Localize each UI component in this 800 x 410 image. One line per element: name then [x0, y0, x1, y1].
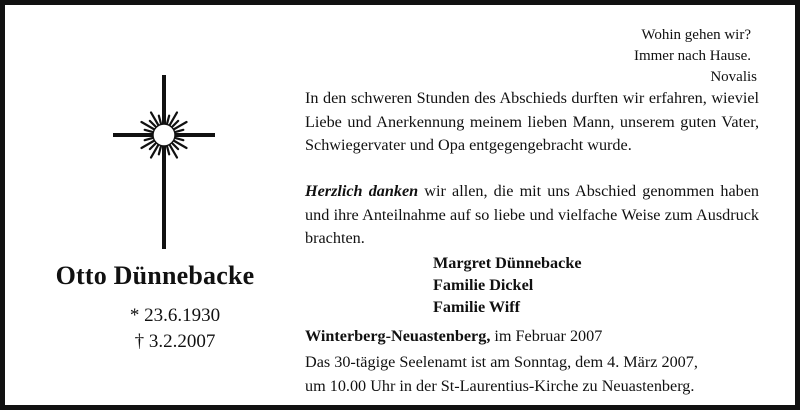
place-month: im Februar 2007: [490, 327, 603, 345]
quote-author: Novalis: [710, 69, 757, 85]
mass-line-1: Das 30-tägige Seelenamt ist am Sonntag, dem 4. März 2007,: [305, 353, 698, 371]
cross-ray: [176, 130, 184, 132]
thanks-rest: wir allen, die mit uns Abschied genommen haben und ihre Anteilnahme auf so liebe und vielfache Weise zum Ausdruck brachten.: [305, 182, 759, 247]
cross-ray: [172, 121, 178, 127]
cross-ray: [150, 143, 156, 149]
cross-ray: [145, 138, 153, 140]
cross-ray: [176, 138, 184, 140]
signers-list: [433, 252, 582, 318]
gratitude-paragraph: In den schweren Stunden des Abschieds durften wir erfahren, wieviel Liebe und Anerkennung meinem lieben Mann, unserem guten Vater, Schwiegervater und Opa entgegengebracht wurde.: [305, 89, 759, 154]
cross-ray: [159, 116, 161, 124]
cross-ray: [167, 147, 169, 155]
thanks-emphasis: Herzlich danken: [305, 182, 419, 200]
place-date: [305, 325, 602, 348]
cross-ray: [150, 121, 156, 127]
life-dates: [35, 303, 315, 355]
signer-1: Margret Dünnebacke: [433, 254, 582, 272]
radiant-cross-icon: [113, 75, 215, 249]
quote-line-2: Immer nach Hause.: [633, 48, 751, 64]
cross-ray: [145, 130, 153, 132]
cross-ray: [159, 147, 161, 155]
memorial-mass-info: [305, 351, 765, 398]
thanks-paragraph: [305, 180, 759, 251]
signer-2: Familie Dickel: [433, 276, 534, 294]
birth-date: * 23.6.1930: [129, 305, 221, 326]
quote-line-1: Wohin gehen wir?: [641, 27, 751, 43]
cross-ray: [167, 116, 169, 124]
novalis-quote: [531, 25, 757, 88]
place-city: Winterberg-Neuastenberg,: [305, 327, 491, 345]
deceased-name: Otto Dünnebacke: [55, 261, 255, 290]
cross-ray: [172, 143, 178, 149]
signer-3: Familie Wiff: [433, 298, 521, 316]
mass-line-2: um 10.00 Uhr in der St-Laurentius-Kirche zu Neuastenberg.: [305, 376, 695, 395]
death-date: † 3.2.2007: [134, 331, 216, 352]
